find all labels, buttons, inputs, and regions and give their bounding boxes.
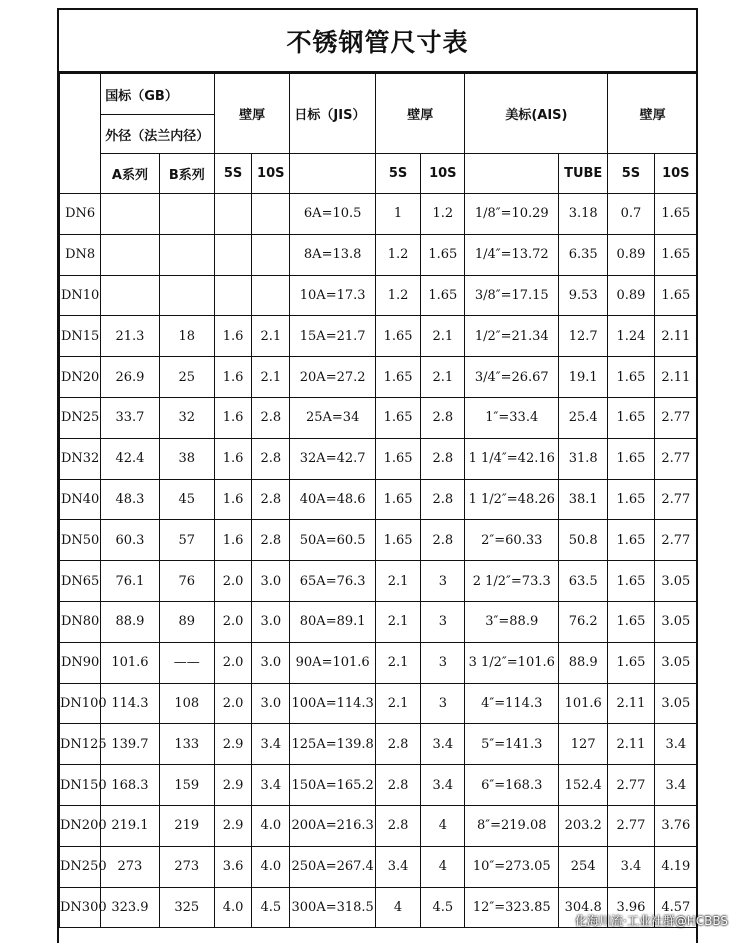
jis-5s-cell: 1.65 [375,357,420,398]
pipe-size-table [59,73,698,928]
jis-cell: 40A=48.6 [290,479,376,520]
gb-a-cell: 139.7 [101,724,159,765]
tube-cell: 3.18 [559,194,608,235]
gb-5s-cell [214,275,251,316]
jis-10s-cell: 4 [421,805,465,846]
table-row [60,765,698,806]
gb-a-cell: 168.3 [101,765,159,806]
gb-od-header: 外径（法兰内径） [101,115,215,154]
ais-5s-cell: 3.4 [608,846,654,887]
jis-10s-cell: 2.8 [421,520,465,561]
table-row [60,438,698,479]
jis-cell: 150A=165.2 [290,765,376,806]
table-row [60,561,698,602]
ais-5s-cell: 2.11 [608,724,654,765]
dn-cell: DN25 [60,397,101,438]
jis-10s-cell: 3 [421,642,465,683]
jis-5s-cell: 2.1 [375,601,420,642]
dn-cell: DN100 [60,683,101,724]
ais-10s-cell: 1.65 [654,234,697,275]
jis-10s-cell: 2.8 [421,438,465,479]
gb-10s-cell: 3.0 [252,683,290,724]
ais-10s-cell: 2.77 [654,520,697,561]
ais-cell: 1 1/2″=48.26 [465,479,559,520]
gb-5s-cell: 2.0 [214,642,251,683]
gb-b-cell: 45 [159,479,214,520]
jis-cell: 20A=27.2 [290,357,376,398]
ais-cell: 3″=88.9 [465,601,559,642]
jis-cell: 125A=139.8 [290,724,376,765]
ais-5s-cell: 1.65 [608,642,654,683]
jis-10s-cell: 1.65 [421,275,465,316]
table-row [60,724,698,765]
dn-cell: DN65 [60,561,101,602]
gb-10s-cell: 3.0 [252,642,290,683]
jis-5s-cell: 1 [375,194,420,235]
gb-b-cell: 273 [159,846,214,887]
gb-5s-cell: 1.6 [214,438,251,479]
dn-cell: DN300 [60,887,101,928]
gb-5s-cell: 2.0 [214,561,251,602]
jis-5s-cell: 1.65 [375,438,420,479]
jis-5s-cell: 2.8 [375,724,420,765]
ais-5s-cell: 1.65 [608,601,654,642]
ais-5s-cell: 3.96 [608,887,654,928]
dn-cell: DN10 [60,275,101,316]
ais-10s-cell: 3.05 [654,642,697,683]
gb-10s-cell: 4.5 [252,887,290,928]
jis-5s-cell: 1.65 [375,316,420,357]
jis-cell: 6A=10.5 [290,194,376,235]
table-row [60,520,698,561]
ais-cell: 2″=60.33 [465,520,559,561]
jis-10s-cell: 3.4 [421,765,465,806]
dn-cell: DN90 [60,642,101,683]
ais-5s-cell: 1.65 [608,357,654,398]
tube-cell: 25.4 [559,397,608,438]
ais-cell: 6″=168.3 [465,765,559,806]
jis-5s-cell: 4 [375,887,420,928]
tube-cell: 63.5 [559,561,608,602]
gb-b-cell: 25 [159,357,214,398]
ais-5s-cell: 0.89 [608,275,654,316]
jis-5s-cell: 2.8 [375,765,420,806]
gb-a-cell: 21.3 [101,316,159,357]
jis-5s-cell: 1.2 [375,275,420,316]
gb-5s-cell [214,234,251,275]
jis-10s-cell: 3 [421,683,465,724]
ais-10s-cell: 2.77 [654,438,697,479]
gb-5s-cell: 1.6 [214,316,251,357]
gb-b-cell: 57 [159,520,214,561]
jis-5s-cell: 3.4 [375,846,420,887]
table-row [60,846,698,887]
table-row [60,479,698,520]
jis-cell: 300A=318.5 [290,887,376,928]
tube-cell: 127 [559,724,608,765]
ais-5s-cell: 1.65 [608,438,654,479]
gb-b-cell: 219 [159,805,214,846]
ais-10s-cell: 3.4 [654,724,697,765]
gb-b-cell: 38 [159,438,214,479]
ais-cell: 1/2″=21.34 [465,316,559,357]
dn-cell: DN15 [60,316,101,357]
table-row [60,234,698,275]
jis-10s-cell: 1.65 [421,234,465,275]
ais-5s-cell: 1.65 [608,397,654,438]
gb-10s-cell: 2.1 [252,357,290,398]
tube-cell: 76.2 [559,601,608,642]
dn-cell: DN250 [60,846,101,887]
jis-cell: 250A=267.4 [290,846,376,887]
tube-cell: 101.6 [559,683,608,724]
ais-5s-cell: 0.7 [608,194,654,235]
ais-cell: 1 1/4″=42.16 [465,438,559,479]
gb-5s-cell: 2.0 [214,601,251,642]
tube-cell: 6.35 [559,234,608,275]
gb-a-cell: 48.3 [101,479,159,520]
gb-b-cell: 18 [159,316,214,357]
jis-cell: 25A=34 [290,397,376,438]
gb-10s-cell: 3.0 [252,561,290,602]
table-row [60,642,698,683]
jis-5s-cell: 1.65 [375,479,420,520]
gb-5s-cell: 2.9 [214,765,251,806]
ais-5s-cell: 0.89 [608,234,654,275]
gb-a-cell [101,194,159,235]
jis-10s-cell: 2.1 [421,316,465,357]
ais-cell: 12″=323.85 [465,887,559,928]
ais-5s-cell: 2.77 [608,805,654,846]
jis-cell: 10A=17.3 [290,275,376,316]
gb-5s-cell: 1.6 [214,397,251,438]
dn-cell: DN50 [60,520,101,561]
gb-10s-cell [252,275,290,316]
jis-cell: 200A=216.3 [290,805,376,846]
table-row [60,683,698,724]
jis-10s-cell: 3 [421,561,465,602]
table-row [60,316,698,357]
ais-cell: 2 1/2″=73.3 [465,561,559,602]
ais-10s-cell: 3.76 [654,805,697,846]
gb-b-cell: —— [159,642,214,683]
jis-header: 日标（JIS） [290,74,376,154]
jis-10s-cell: 1.2 [421,194,465,235]
page-title: 不锈钢管尺寸表 [59,10,696,73]
gb-5s-cell: 1.6 [214,479,251,520]
jis-10s-cell: 4.5 [421,887,465,928]
jis-10s-cell: 2.8 [421,397,465,438]
table-row [60,601,698,642]
ais-5s-cell: 1.65 [608,479,654,520]
gb-a-cell: 114.3 [101,683,159,724]
gb-a-cell [101,275,159,316]
ais-cell: 3/4″=26.67 [465,357,559,398]
gb-5s-header: 5S [214,154,251,194]
ais-10s-cell: 4.19 [654,846,697,887]
gb-header: 国标（GB） [101,74,215,115]
a-series-header: A系列 [101,154,159,194]
jis-5s-cell: 2.1 [375,683,420,724]
jis-wall-header: 壁厚 [375,74,465,154]
tube-header: TUBE [559,154,608,194]
gb-b-cell: 89 [159,601,214,642]
jis-10s-cell: 2.8 [421,479,465,520]
gb-10s-cell: 3.4 [252,724,290,765]
ais-10s-cell: 2.77 [654,397,697,438]
gb-10s-cell: 2.8 [252,479,290,520]
gb-b-cell [159,234,214,275]
gb-a-cell: 273 [101,846,159,887]
gb-5s-cell: 4.0 [214,887,251,928]
jis-5s-cell: 2.8 [375,805,420,846]
gb-b-cell: 32 [159,397,214,438]
ais-10s-cell: 2.11 [654,316,697,357]
jis-cell: 100A=114.3 [290,683,376,724]
table-row [60,194,698,235]
ais-5s-header: 5S [608,154,654,194]
table-row [60,805,698,846]
ais-10s-cell: 3.05 [654,561,697,602]
tube-cell: 88.9 [559,642,608,683]
gb-5s-cell: 2.0 [214,683,251,724]
jis-cell: 15A=21.7 [290,316,376,357]
gb-5s-cell [214,194,251,235]
ais-cell: 5″=141.3 [465,724,559,765]
jis-10s-cell: 4 [421,846,465,887]
ais-cell: 4″=114.3 [465,683,559,724]
jis-5s-cell: 1.65 [375,520,420,561]
watermark: 化海川流·工业社群@HCBBS [574,914,728,928]
dn-cell: DN200 [60,805,101,846]
jis-10s-cell: 3.4 [421,724,465,765]
ais-10s-cell: 1.65 [654,275,697,316]
ais-cell: 10″=273.05 [465,846,559,887]
tube-cell: 19.1 [559,357,608,398]
ais-cell: 1/8″=10.29 [465,194,559,235]
tube-cell: 31.8 [559,438,608,479]
jis-10s-cell: 3 [421,601,465,642]
ais-cell: 3 1/2″=101.6 [465,642,559,683]
gb-a-cell: 60.3 [101,520,159,561]
dn-cell: DN6 [60,194,101,235]
jis-cell: 90A=101.6 [290,642,376,683]
gb-5s-cell: 1.6 [214,520,251,561]
ais-cell: 1/4″=13.72 [465,234,559,275]
dn-cell: DN80 [60,601,101,642]
jis-cell: 65A=76.3 [290,561,376,602]
gb-10s-cell: 3.0 [252,601,290,642]
gb-a-cell: 323.9 [101,887,159,928]
gb-b-cell [159,275,214,316]
gb-b-cell [159,194,214,235]
gb-10s-cell: 4.0 [252,846,290,887]
tube-cell: 38.1 [559,479,608,520]
ais-10s-cell: 2.11 [654,357,697,398]
jis-5s-cell: 2.1 [375,561,420,602]
gb-10s-cell: 2.8 [252,397,290,438]
gb-b-cell: 108 [159,683,214,724]
jis-5s-cell: 1.65 [375,397,420,438]
gb-a-cell: 88.9 [101,601,159,642]
gb-10s-cell: 2.8 [252,438,290,479]
tube-cell: 9.53 [559,275,608,316]
tube-cell: 152.4 [559,765,608,806]
ais-5s-cell: 1.65 [608,520,654,561]
dn-cell: DN40 [60,479,101,520]
gb-a-cell: 33.7 [101,397,159,438]
ais-cell: 8″=219.08 [465,805,559,846]
ais-10s-cell: 3.05 [654,683,697,724]
gb-a-cell [101,234,159,275]
jis-subheader-blank [290,154,376,194]
tube-cell: 12.7 [559,316,608,357]
table-row [60,357,698,398]
gb-5s-cell: 1.6 [214,357,251,398]
ais-10s-header: 10S [654,154,697,194]
ais-header: 美标(AIS) [465,74,608,154]
gb-10s-header: 10S [252,154,290,194]
tube-cell: 254 [559,846,608,887]
jis-5s-cell: 2.1 [375,642,420,683]
dn-cell: DN8 [60,234,101,275]
gb-10s-cell [252,194,290,235]
ais-10s-cell: 4.57 [654,887,697,928]
dn-cell: DN20 [60,357,101,398]
gb-b-cell: 325 [159,887,214,928]
jis-5s-cell: 1.2 [375,234,420,275]
ais-10s-cell: 3.4 [654,765,697,806]
gb-5s-cell: 3.6 [214,846,251,887]
ais-10s-cell: 3.05 [654,601,697,642]
ais-10s-cell: 1.65 [654,194,697,235]
ais-10s-cell: 2.77 [654,479,697,520]
ais-5s-cell: 1.65 [608,561,654,602]
dn-cell: DN125 [60,724,101,765]
table-row [60,275,698,316]
gb-a-cell: 101.6 [101,642,159,683]
gb-10s-cell: 2.8 [252,520,290,561]
gb-b-cell: 76 [159,561,214,602]
jis-10s-cell: 2.1 [421,357,465,398]
ais-5s-cell: 2.11 [608,683,654,724]
ais-cell: 3/8″=17.15 [465,275,559,316]
gb-a-cell: 26.9 [101,357,159,398]
jis-5s-header: 5S [375,154,420,194]
gb-wall-header: 壁厚 [214,74,289,154]
dn-header-blank [60,74,101,194]
gb-10s-cell: 3.4 [252,765,290,806]
jis-cell: 32A=42.7 [290,438,376,479]
ais-subheader-blank [465,154,559,194]
ais-wall-header: 壁厚 [608,74,698,154]
gb-a-cell: 76.1 [101,561,159,602]
dn-cell: DN32 [60,438,101,479]
table-row [60,397,698,438]
jis-cell: 80A=89.1 [290,601,376,642]
gb-b-cell: 159 [159,765,214,806]
jis-cell: 8A=13.8 [290,234,376,275]
b-series-header: B系列 [159,154,214,194]
tube-cell: 203.2 [559,805,608,846]
jis-10s-header: 10S [421,154,465,194]
tube-cell: 304.8 [559,887,608,928]
gb-10s-cell: 2.1 [252,316,290,357]
gb-a-cell: 42.4 [101,438,159,479]
gb-10s-cell [252,234,290,275]
ais-cell: 1″=33.4 [465,397,559,438]
gb-10s-cell: 4.0 [252,805,290,846]
dn-cell: DN150 [60,765,101,806]
gb-a-cell: 219.1 [101,805,159,846]
ais-5s-cell: 1.24 [608,316,654,357]
ais-5s-cell: 2.77 [608,765,654,806]
jis-cell: 50A=60.5 [290,520,376,561]
pipe-size-sheet [57,8,698,943]
gb-5s-cell: 2.9 [214,724,251,765]
gb-b-cell: 133 [159,724,214,765]
gb-5s-cell: 2.9 [214,805,251,846]
tube-cell: 50.8 [559,520,608,561]
